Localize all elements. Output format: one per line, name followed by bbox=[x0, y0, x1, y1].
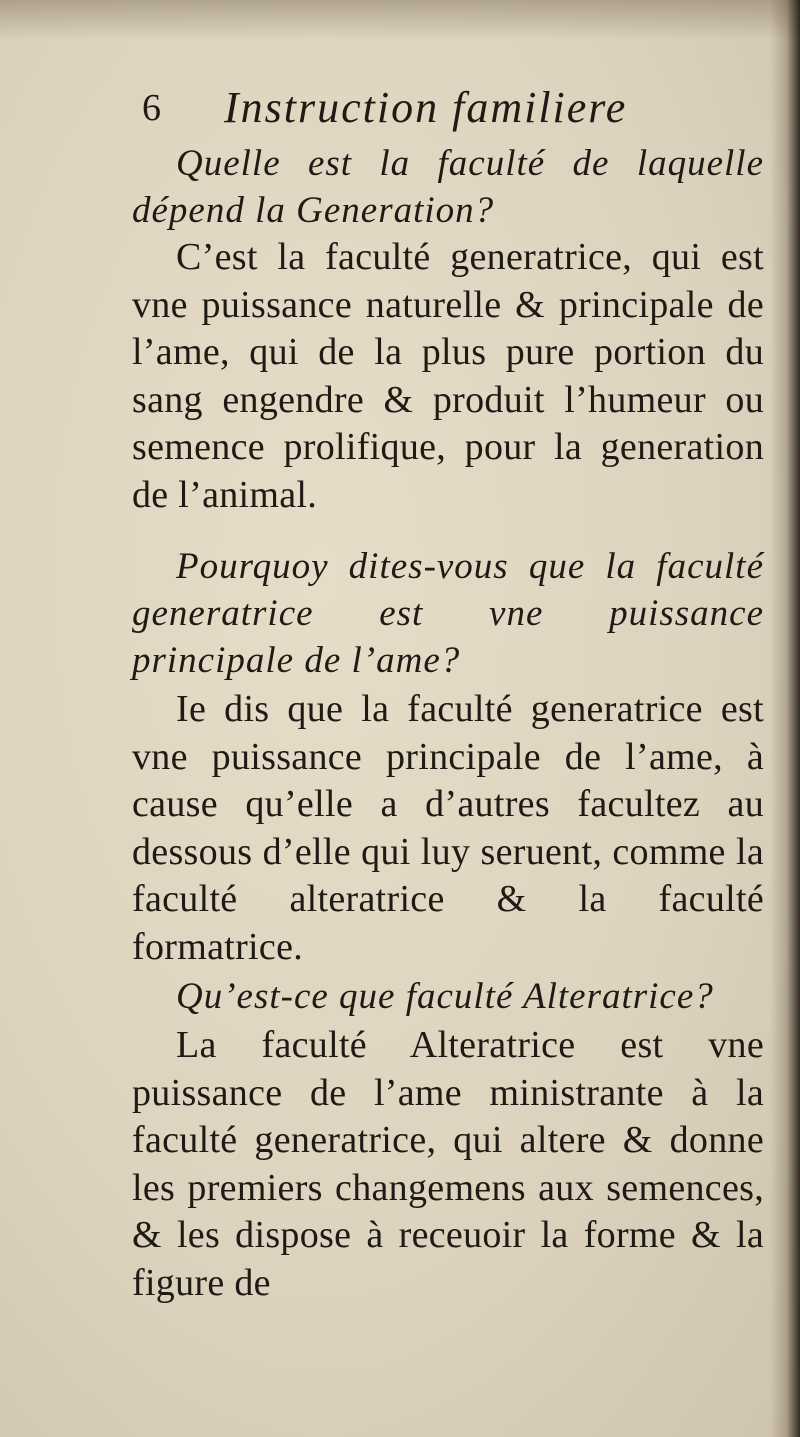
running-header bbox=[132, 78, 764, 138]
page-number: 6 bbox=[142, 87, 161, 129]
running-title: Instruction familiere bbox=[224, 83, 628, 132]
answer-paragraph: Ie dis que la faculté generatrice est vne puissance principale de l’ame, à cause qu’elle a d’autres facultez au dessous d’elle qui luy seruent, comme la faculté alteratrice & la faculté formatrice. bbox=[132, 688, 764, 968]
question-paragraph: Qu’est-ce que faculté Alteratrice? bbox=[176, 976, 714, 1017]
page-text-block bbox=[132, 78, 764, 1307]
page-top-shadow bbox=[0, 0, 800, 40]
question-paragraph: Pourquoy dites-vous que la faculté generatrice est vne puissance principale de l’ame? bbox=[132, 546, 764, 681]
answer-paragraph: La faculté Alteratrice est vne puissance de l’ame ministrante à la faculté generatrice, qui altere & donne les premiers changemens aux semences, & les dispose à receuoir la forme & la figure de bbox=[132, 1024, 764, 1304]
answer-paragraph: C’est la faculté generatrice, qui est vne puissance naturelle & principale de l’ame, qui de la plus pure portion du sang engendre & produit l’humeur ou semence prolifique, pour la generation de l’animal. bbox=[132, 236, 764, 516]
page-gutter-shadow bbox=[770, 0, 800, 1437]
question-paragraph: Quelle est la faculté de laquelle dépend la Generation? bbox=[132, 143, 764, 231]
